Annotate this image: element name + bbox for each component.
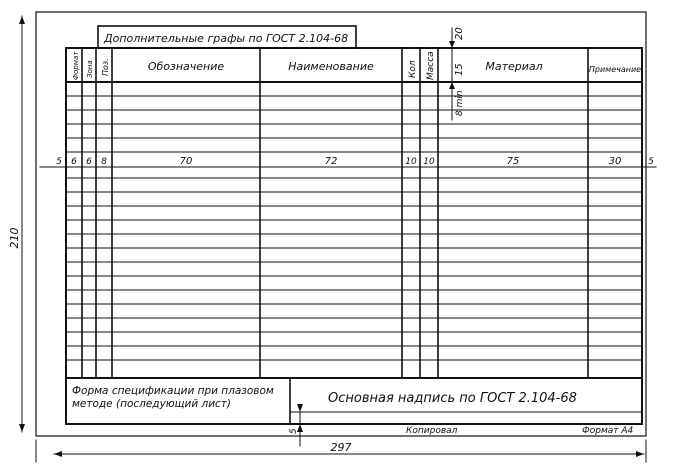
width-label-qty: 10	[405, 157, 417, 167]
col-header-format: Формат	[72, 51, 80, 80]
width-label-zone: 6	[86, 157, 92, 167]
width-label-left-margin: 5	[56, 157, 62, 167]
col-header-name: Наименование	[288, 60, 374, 73]
width-label-pos: 8	[101, 157, 107, 167]
width-label-material: 75	[506, 156, 520, 167]
width-label-right-margin: 5	[648, 157, 654, 167]
sheet-inner-frame	[66, 48, 642, 424]
dim-header-height: 20	[454, 27, 465, 40]
format-label: Формат А4	[582, 426, 634, 436]
col-header-pos: Поз.	[101, 58, 110, 76]
width-label-mass: 10	[423, 157, 435, 167]
width-label-designation: 70	[179, 156, 193, 167]
dim-row-height: 15	[454, 63, 465, 76]
col-header-qty: Кол	[408, 60, 418, 78]
width-label-name: 72	[324, 156, 338, 167]
col-header-material: Материал	[485, 60, 543, 73]
copied-label: Копировал	[406, 426, 458, 436]
column-lines	[82, 48, 588, 378]
dim-row-min-pitch: 8 min	[455, 90, 465, 116]
col-header-zone: Зона	[86, 60, 94, 78]
dim-sheet-width: 297	[330, 441, 352, 454]
dim-stamp-height: 5	[289, 428, 299, 434]
dim-sheet-height: 210	[8, 227, 21, 249]
main-stamp-label: Основная надпись по ГОСТ 2.104-68	[328, 391, 577, 406]
width-label-note: 30	[608, 156, 622, 167]
col-header-mass: Масса	[426, 51, 436, 80]
col-header-note: Примечание	[588, 65, 642, 74]
sheet-outer-border	[36, 12, 646, 436]
row-lines	[66, 96, 642, 378]
width-label-format: 6	[71, 157, 77, 167]
additional-columns-title: Дополнительные графы по ГОСТ 2.104-68	[104, 32, 349, 45]
spec-form-note-line: Форма спецификации при плазовом методе (последующий лист)	[72, 385, 274, 410]
col-header-designation: Обозначение	[147, 60, 225, 73]
